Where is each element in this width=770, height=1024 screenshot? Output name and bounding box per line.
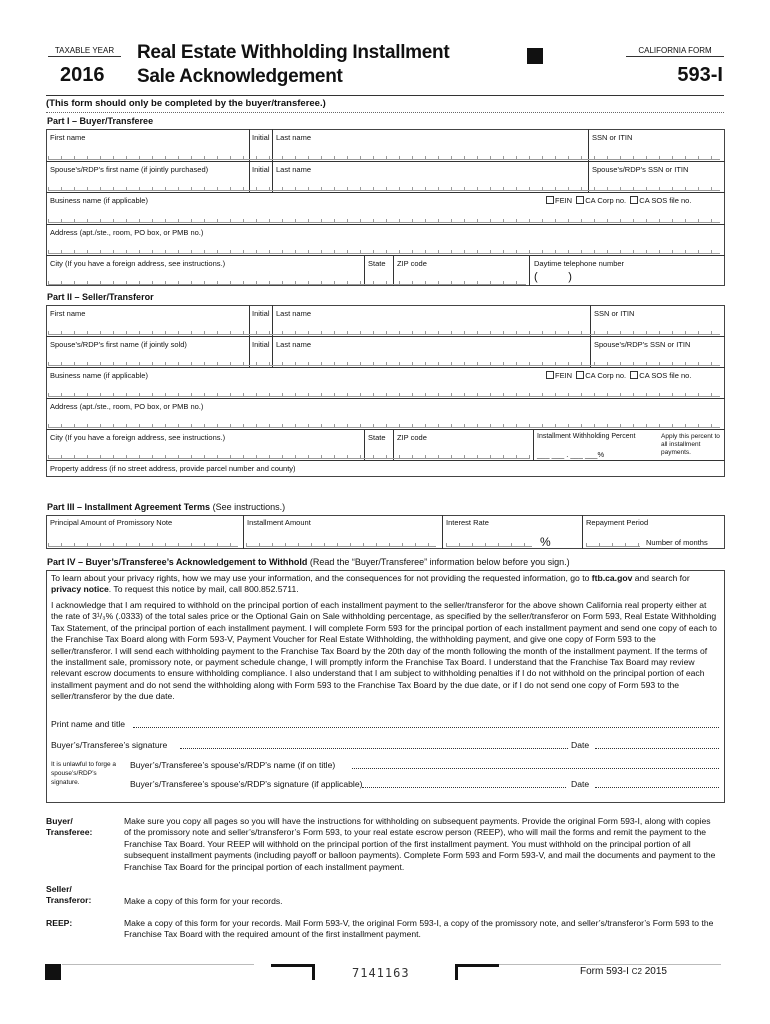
reep-instructions-label: REEP: xyxy=(46,918,73,928)
instruction-rule xyxy=(46,112,724,113)
spouse-signature-label: Buyer’s/Transferee’s spouse’s/RDP’s signature (if applicable) xyxy=(130,779,363,789)
print-name-label: Print name and title xyxy=(51,719,126,729)
buyer-signature-field[interactable] xyxy=(180,748,568,749)
california-form-label: CALIFORNIA FORM xyxy=(626,46,724,57)
seller-address-field[interactable]: Address (apt./ste., room, PO box, or PMB no.) xyxy=(50,402,204,411)
installment-amount-field[interactable]: Installment Amount xyxy=(247,518,311,527)
buyer-spouse-initial-field[interactable]: Initial xyxy=(252,165,270,174)
buyer-fein-checkbox[interactable] xyxy=(546,196,554,204)
buyer-date-field[interactable] xyxy=(595,748,719,749)
seller-state-field[interactable]: State xyxy=(368,433,386,442)
principal-amount-field[interactable]: Principal Amount of Promissory Note xyxy=(50,518,173,527)
scan-marker-top xyxy=(527,48,543,64)
reep-instructions-text: Make a copy of this form for your records. Mail Form 593-V, the original Form 593-I, a copy of the promissory note, and seller’s/transferor’s Form 593 to the Franchise Tax Board with the required amount of the first installment payment. xyxy=(124,918,714,940)
withholding-percent-field[interactable]: ___ ___ . ___ ___% xyxy=(537,450,605,459)
buyer-ca-sos-checkbox[interactable] xyxy=(630,196,638,204)
corner-mark-left xyxy=(271,964,315,980)
seller-id-type-checkboxes[interactable]: FEIN CA Corp no. CA SOS file no. xyxy=(546,371,691,380)
form-code: 7141163 xyxy=(352,966,410,980)
spouse-name-field[interactable] xyxy=(352,768,719,769)
seller-ssn-field[interactable]: SSN or ITIN xyxy=(594,309,635,318)
seller-spouse-ssn-field[interactable]: Spouse’s/RDP’s SSN or ITIN xyxy=(594,340,691,349)
buyer-zip-field[interactable]: ZIP code xyxy=(397,259,427,268)
seller-spouse-initial-field[interactable]: Initial xyxy=(252,340,270,349)
seller-zip-field[interactable]: ZIP code xyxy=(397,433,427,442)
buyer-initial-field[interactable]: Initial xyxy=(252,133,270,142)
print-name-field[interactable] xyxy=(133,727,719,728)
spouse-name-label: Buyer’s/Transferee’s spouse’s/RDP’s name (if on title) xyxy=(130,760,336,770)
buyer-first-name-field[interactable]: First name xyxy=(50,133,86,142)
buyer-state-field[interactable]: State xyxy=(368,259,386,268)
part3-heading: Part III – Installment Agreement Terms (See instructions.) xyxy=(47,502,286,512)
buyer-last-name-field[interactable]: Last name xyxy=(276,133,312,142)
seller-ca-sos-checkbox[interactable] xyxy=(630,371,638,379)
corner-mark-right xyxy=(455,964,499,980)
buyer-phone-field[interactable]: Daytime telephone number xyxy=(534,259,625,268)
buyer-signature-label: Buyer’s/Transferee’s signature xyxy=(51,740,168,750)
seller-spouse-first-name-field[interactable]: Spouse’s/RDP’s first name (if jointly sold) xyxy=(50,340,187,349)
seller-last-name-field[interactable]: Last name xyxy=(276,309,312,318)
buyer-spouse-last-name-field[interactable]: Last name xyxy=(276,165,312,174)
buyer-ca-corp-checkbox[interactable] xyxy=(576,196,584,204)
spouse-signature-field[interactable] xyxy=(362,787,566,788)
repayment-period-field[interactable]: Repayment Period xyxy=(586,518,649,527)
spouse-date-field[interactable] xyxy=(595,787,719,788)
scan-marker-bottom-left xyxy=(45,964,61,980)
seller-instructions-label: Seller/ Transferor: xyxy=(46,884,92,906)
ftb-website-link[interactable]: ftb.ca.gov xyxy=(591,573,633,583)
taxable-year-label: TAXABLE YEAR xyxy=(48,46,121,57)
buyer-id-type-checkboxes[interactable]: FEIN CA Corp no. CA SOS file no. xyxy=(546,196,691,205)
seller-city-field[interactable]: City (If you have a foreign address, see instructions.) xyxy=(50,433,226,442)
buyer-business-name-field[interactable]: Business name (if applicable) xyxy=(50,196,148,205)
seller-initial-field[interactable]: Initial xyxy=(252,309,270,318)
seller-spouse-last-name-field[interactable]: Last name xyxy=(276,340,312,349)
header-rule xyxy=(46,95,724,96)
form-title-line2: Sale Acknowledgement xyxy=(137,66,343,87)
buyer-ssn-field[interactable]: SSN or ITIN xyxy=(592,133,633,142)
interest-rate-field[interactable]: Interest Rate xyxy=(446,518,489,527)
buyer-city-field[interactable]: City (If you have a foreign address, see instructions.) xyxy=(50,259,226,268)
buyer-date-label: Date xyxy=(571,740,590,750)
forge-warning: It is unlawful to forge a spouse’s/RDP’s signature. xyxy=(51,761,117,786)
seller-first-name-field[interactable]: First name xyxy=(50,309,86,318)
buyer-address-field[interactable]: Address (apt./ste., room, PO box, or PMB no.) xyxy=(50,228,204,237)
buyer-spouse-ssn-field[interactable]: Spouse’s/RDP’s SSN or ITIN xyxy=(592,165,689,174)
buyer-spouse-first-name-field[interactable]: Spouse’s/RDP’s first name (if jointly purchased) xyxy=(50,165,209,174)
tax-year: 2016 xyxy=(60,64,105,86)
seller-ca-corp-checkbox[interactable] xyxy=(576,371,584,379)
seller-instructions-text: Make a copy of this form for your records. xyxy=(124,896,283,906)
footer-form-id: Form 593-I C2 2015 xyxy=(580,966,667,977)
privacy-notice: To learn about your privacy rights, how we may use your information, and the consequences for not providing the requested information, go to ftb.ca.gov and search for privacy notice. To request this notice by mail, call 800.852.5711. xyxy=(51,573,690,595)
withholding-percent-label: Installment Withholding Percent xyxy=(537,433,636,440)
spouse-date-label: Date xyxy=(571,779,590,789)
form-title-line1: Real Estate Withholding Installment xyxy=(137,42,450,63)
part4-heading: Part IV – Buyer’s/Transferee’s Acknowledgement to Withhold (Read the “Buyer/Transferee” information below before you sign.) xyxy=(47,557,570,567)
buyer-instructions-label: Buyer/ Transferee: xyxy=(46,816,93,838)
interest-percent-sign: % xyxy=(540,535,551,549)
acknowledgement-text: I acknowledge that I am required to withhold on the principal portion of each installment payment to the seller/transferor for the above shown California real property either at the rate of 3¹/₃% (.0333) of the total sales price or the Optional Gain on Sale withholding percentage, as specified by the seller/transferor on Form 593, Real Estate Withholding Tax Statement, of the principal portion of each installment payment. I will complete Form 593 for the principal portion of each installment payment and send one copy of each to the Franchise Tax Board along with Form 593-V, Payment Voucher for Real Estate Withholding, the withholding payment, and give one copy of Form 593 to the seller/transferor. I will send each withholding payment to the Franchise Tax Board by the 20th day of the month following the month of the installment payment. If the terms of the installment sale, promissory note, or payment schedule change, I will promptly inform the Franchise Tax Board. I understand that the Franchise Tax Board may review relevant escrow documents to ensure withholding compliance. I also understand that I am subject to withholding penalties if I do not withhold on the principal portion of each installment payment and do not send the withholding along with Form 593 to the Franchise Tax Board by the due date, or if I do not send one copy of Form 593 to the seller/transferor by the due date. xyxy=(51,600,717,702)
buyer-only-instruction: (This form should only be completed by the buyer/transferee.) xyxy=(46,98,326,109)
buyer-instructions-text: Make sure you copy all pages so you will have the instructions for withholding on subsequent payments. Provide the original Form 593-I, along with copies of the promissory note and seller’s/transferor’s Form 593, to your real estate escrow person (REEP), who will mail the forms and remit the payment to the Franchise Tax Board. Your REEP will withhold on the principal portion of the first installment payment. You must withhold on the principal portion of all subsequent installment payments (including payoff or balloon payments). Complete Form 593 and Form 593-V, and mail the documents and payment to the Franchise Tax Board for the principal portion of each installment payment. xyxy=(124,816,716,872)
part2-heading: Part II – Seller/Transferor xyxy=(47,292,154,302)
property-address-field[interactable]: Property address (if no street address, provide parcel number and county) xyxy=(50,464,296,473)
form-number: 593-I xyxy=(677,64,723,86)
part1-heading: Part I – Buyer/Transferee xyxy=(47,116,154,126)
seller-fein-checkbox[interactable] xyxy=(546,371,554,379)
number-of-months-label: Number of months xyxy=(646,538,708,547)
apply-percent-note: Apply this percent to all installment payments. xyxy=(661,433,720,456)
buyer-phone-parentheses: ( ) xyxy=(534,271,572,283)
seller-business-name-field[interactable]: Business name (if applicable) xyxy=(50,371,148,380)
